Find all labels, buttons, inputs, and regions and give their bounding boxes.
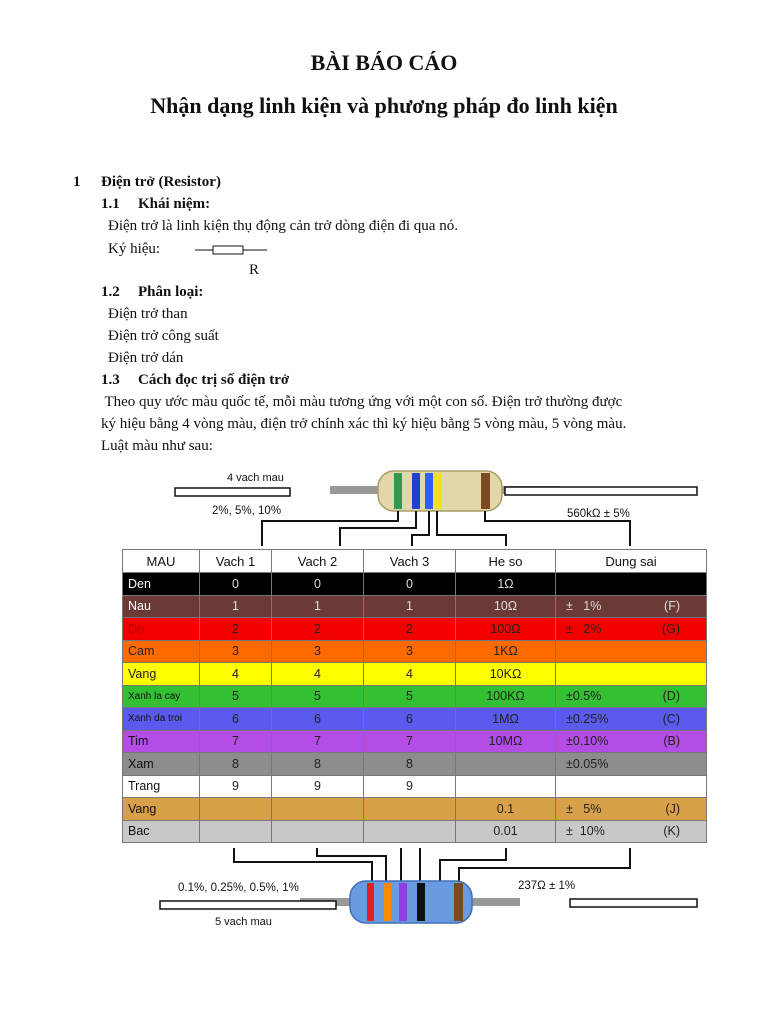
paragraph-line: Luật màu như sau: (101, 438, 213, 454)
table-header-row (123, 550, 707, 573)
digit2-cell: 1 (272, 595, 364, 618)
digit1-cell: 9 (200, 775, 272, 798)
top-value-label: 560kΩ ± 5% (567, 508, 630, 520)
multiplier-cell: 0.01 (456, 820, 556, 843)
color-code-table (122, 549, 707, 843)
top-band-count-label: 4 vach mau (227, 472, 284, 484)
bottom-band (367, 883, 374, 921)
digit3-cell: 0 (364, 573, 456, 596)
definition-text: Điện trở là linh kiện thụ động cản trở dòng điện đi qua nó. (108, 218, 458, 234)
tolerance-code: (J) (665, 801, 680, 816)
digit2-cell: 7 (272, 730, 364, 753)
digit2-cell: 3 (272, 640, 364, 663)
tolerance-value: ±0.5% (566, 689, 602, 704)
paragraph-line: Theo quy ước màu quốc tế, mỗi màu tương ứng với một con số. Điện trở thường được (101, 394, 623, 410)
tolerance-cell (556, 798, 707, 821)
multiplier-cell: 1Ω (456, 573, 556, 596)
digit2-cell: 9 (272, 775, 364, 798)
digit1-cell: 5 (200, 685, 272, 708)
digit1-cell: 7 (200, 730, 272, 753)
digit1-cell (200, 798, 272, 821)
list-item: Điện trở dán (108, 350, 184, 366)
table-row (123, 775, 707, 798)
digit3-cell (364, 798, 456, 821)
digit3-cell: 7 (364, 730, 456, 753)
tolerance-code: (C) (662, 711, 680, 726)
tolerance-cell (556, 685, 707, 708)
table-row (123, 618, 707, 641)
tolerance-value: ±0.25% (566, 711, 609, 726)
color-name-cell: Vang (123, 798, 200, 821)
table-row (123, 663, 707, 686)
tolerance-code: (K) (663, 824, 680, 839)
top-band (394, 473, 402, 509)
tolerance-value: ± 5% (566, 801, 602, 816)
table-row (123, 595, 707, 618)
tolerance-value: ±0.05% (566, 756, 609, 771)
paragraph-line: ký hiệu bằng 4 vòng màu, điện trở chính xác thì ký hiệu bằng 5 vòng màu, 5 vòng màu. (101, 416, 627, 432)
column-header: Vach 2 (272, 550, 364, 573)
tolerance-cell (556, 730, 707, 753)
tolerance-code: (D) (662, 689, 680, 704)
digit1-cell: 4 (200, 663, 272, 686)
multiplier-cell: 10Ω (456, 595, 556, 618)
tolerance-cell (556, 820, 707, 843)
color-name-cell: Nau (123, 595, 200, 618)
column-header: Dung sai (556, 550, 707, 573)
tolerance-cell (556, 595, 707, 618)
multiplier-cell: 10KΩ (456, 663, 556, 686)
tolerance-cell (556, 663, 707, 686)
digit2-cell: 6 (272, 708, 364, 731)
tolerance-value: ±0.10% (566, 734, 609, 749)
digit2-cell (272, 798, 364, 821)
digit3-cell: 4 (364, 663, 456, 686)
color-name-cell: Xanh da troi (123, 708, 200, 731)
top-tolerance-label: 2%, 5%, 10% (212, 505, 282, 517)
column-header: Vach 1 (200, 550, 272, 573)
multiplier-cell: 0.1 (456, 798, 556, 821)
list-item: Điện trở công suất (108, 328, 219, 344)
digit2-cell: 8 (272, 753, 364, 776)
color-name-cell: Trang (123, 775, 200, 798)
digit2-cell: 2 (272, 618, 364, 641)
digit2-cell: 0 (272, 573, 364, 596)
multiplier-cell (456, 775, 556, 798)
digit1-cell: 6 (200, 708, 272, 731)
digit3-cell: 8 (364, 753, 456, 776)
page-subtitle: Nhận dạng linh kiện và phương pháp đo linh kiện (150, 93, 618, 118)
subsection-heading: Cách đọc trị số điện trở (138, 372, 290, 388)
digit2-cell: 5 (272, 685, 364, 708)
subsection-heading: Phân loại: (138, 284, 204, 300)
tolerance-value: ± 2% (566, 621, 602, 636)
tolerance-cell (556, 618, 707, 641)
table-row (123, 573, 707, 596)
multiplier-cell: 1KΩ (456, 640, 556, 663)
subsection-number: 1.2 (101, 284, 120, 300)
table-row (123, 730, 707, 753)
digit1-cell: 2 (200, 618, 272, 641)
digit3-cell: 5 (364, 685, 456, 708)
multiplier-cell: 10MΩ (456, 730, 556, 753)
digit1-cell: 3 (200, 640, 272, 663)
bottom-band (417, 883, 425, 921)
digit1-cell: 1 (200, 595, 272, 618)
bottom-band-count-label: 5 vach mau (215, 916, 272, 928)
top-band (481, 473, 490, 509)
tolerance-cell (556, 775, 707, 798)
symbol-label: Ký hiệu: (108, 241, 161, 257)
tolerance-value: ± 1% (566, 599, 602, 614)
multiplier-cell (456, 753, 556, 776)
color-name-cell: Tim (123, 730, 200, 753)
tolerance-code: (F) (664, 599, 680, 614)
subsection-heading: Khái niệm: (138, 196, 211, 212)
bottom-tolerance-label: 0.1%, 0.25%, 0.5%, 1% (178, 882, 299, 894)
tolerance-cell (556, 753, 707, 776)
table-row (123, 708, 707, 731)
bottom-band (399, 883, 407, 921)
list-item: Điện trở than (108, 306, 188, 322)
color-name-cell: Cam (123, 640, 200, 663)
digit3-cell: 6 (364, 708, 456, 731)
tolerance-code: (G) (661, 621, 680, 636)
table-row (123, 820, 707, 843)
tolerance-cell (556, 708, 707, 731)
column-header: Vach 3 (364, 550, 456, 573)
subsection-number: 1.3 (101, 372, 120, 388)
symbol-letter: R (249, 262, 260, 278)
tolerance-cell (556, 573, 707, 596)
digit3-cell: 9 (364, 775, 456, 798)
section-heading: Điện trở (Resistor) (101, 174, 221, 190)
table-row (123, 798, 707, 821)
digit3-cell (364, 820, 456, 843)
digit1-cell: 8 (200, 753, 272, 776)
section-number: 1 (73, 174, 81, 190)
multiplier-cell: 100KΩ (456, 685, 556, 708)
digit3-cell: 2 (364, 618, 456, 641)
top-band (412, 473, 420, 509)
bottom-band (454, 883, 463, 921)
digit3-cell: 3 (364, 640, 456, 663)
tolerance-value: ± 10% (566, 824, 605, 839)
digit2-cell: 4 (272, 663, 364, 686)
table-row (123, 640, 707, 663)
bottom-value-label: 237Ω ± 1% (518, 880, 576, 892)
table-row (123, 685, 707, 708)
color-name-cell: Do (123, 618, 200, 641)
digit3-cell: 1 (364, 595, 456, 618)
page-title: BÀI BÁO CÁO (310, 50, 458, 75)
tolerance-cell (556, 640, 707, 663)
top-band (434, 473, 441, 509)
multiplier-cell: 1MΩ (456, 708, 556, 731)
color-name-cell: Xam (123, 753, 200, 776)
table-row (123, 753, 707, 776)
tolerance-code: (B) (663, 734, 680, 749)
color-name-cell: Bac (123, 820, 200, 843)
digit1-cell (200, 820, 272, 843)
digit2-cell (272, 820, 364, 843)
color-name-cell: Xanh la cay (123, 685, 200, 708)
column-header: He so (456, 550, 556, 573)
multiplier-cell: 100Ω (456, 618, 556, 641)
color-name-cell: Vang (123, 663, 200, 686)
top-band (425, 473, 433, 509)
digit1-cell: 0 (200, 573, 272, 596)
color-name-cell: Den (123, 573, 200, 596)
subsection-number: 1.1 (101, 196, 120, 212)
bottom-band (384, 883, 391, 921)
column-header: MAU (123, 550, 200, 573)
bottom-connectors (234, 848, 630, 882)
